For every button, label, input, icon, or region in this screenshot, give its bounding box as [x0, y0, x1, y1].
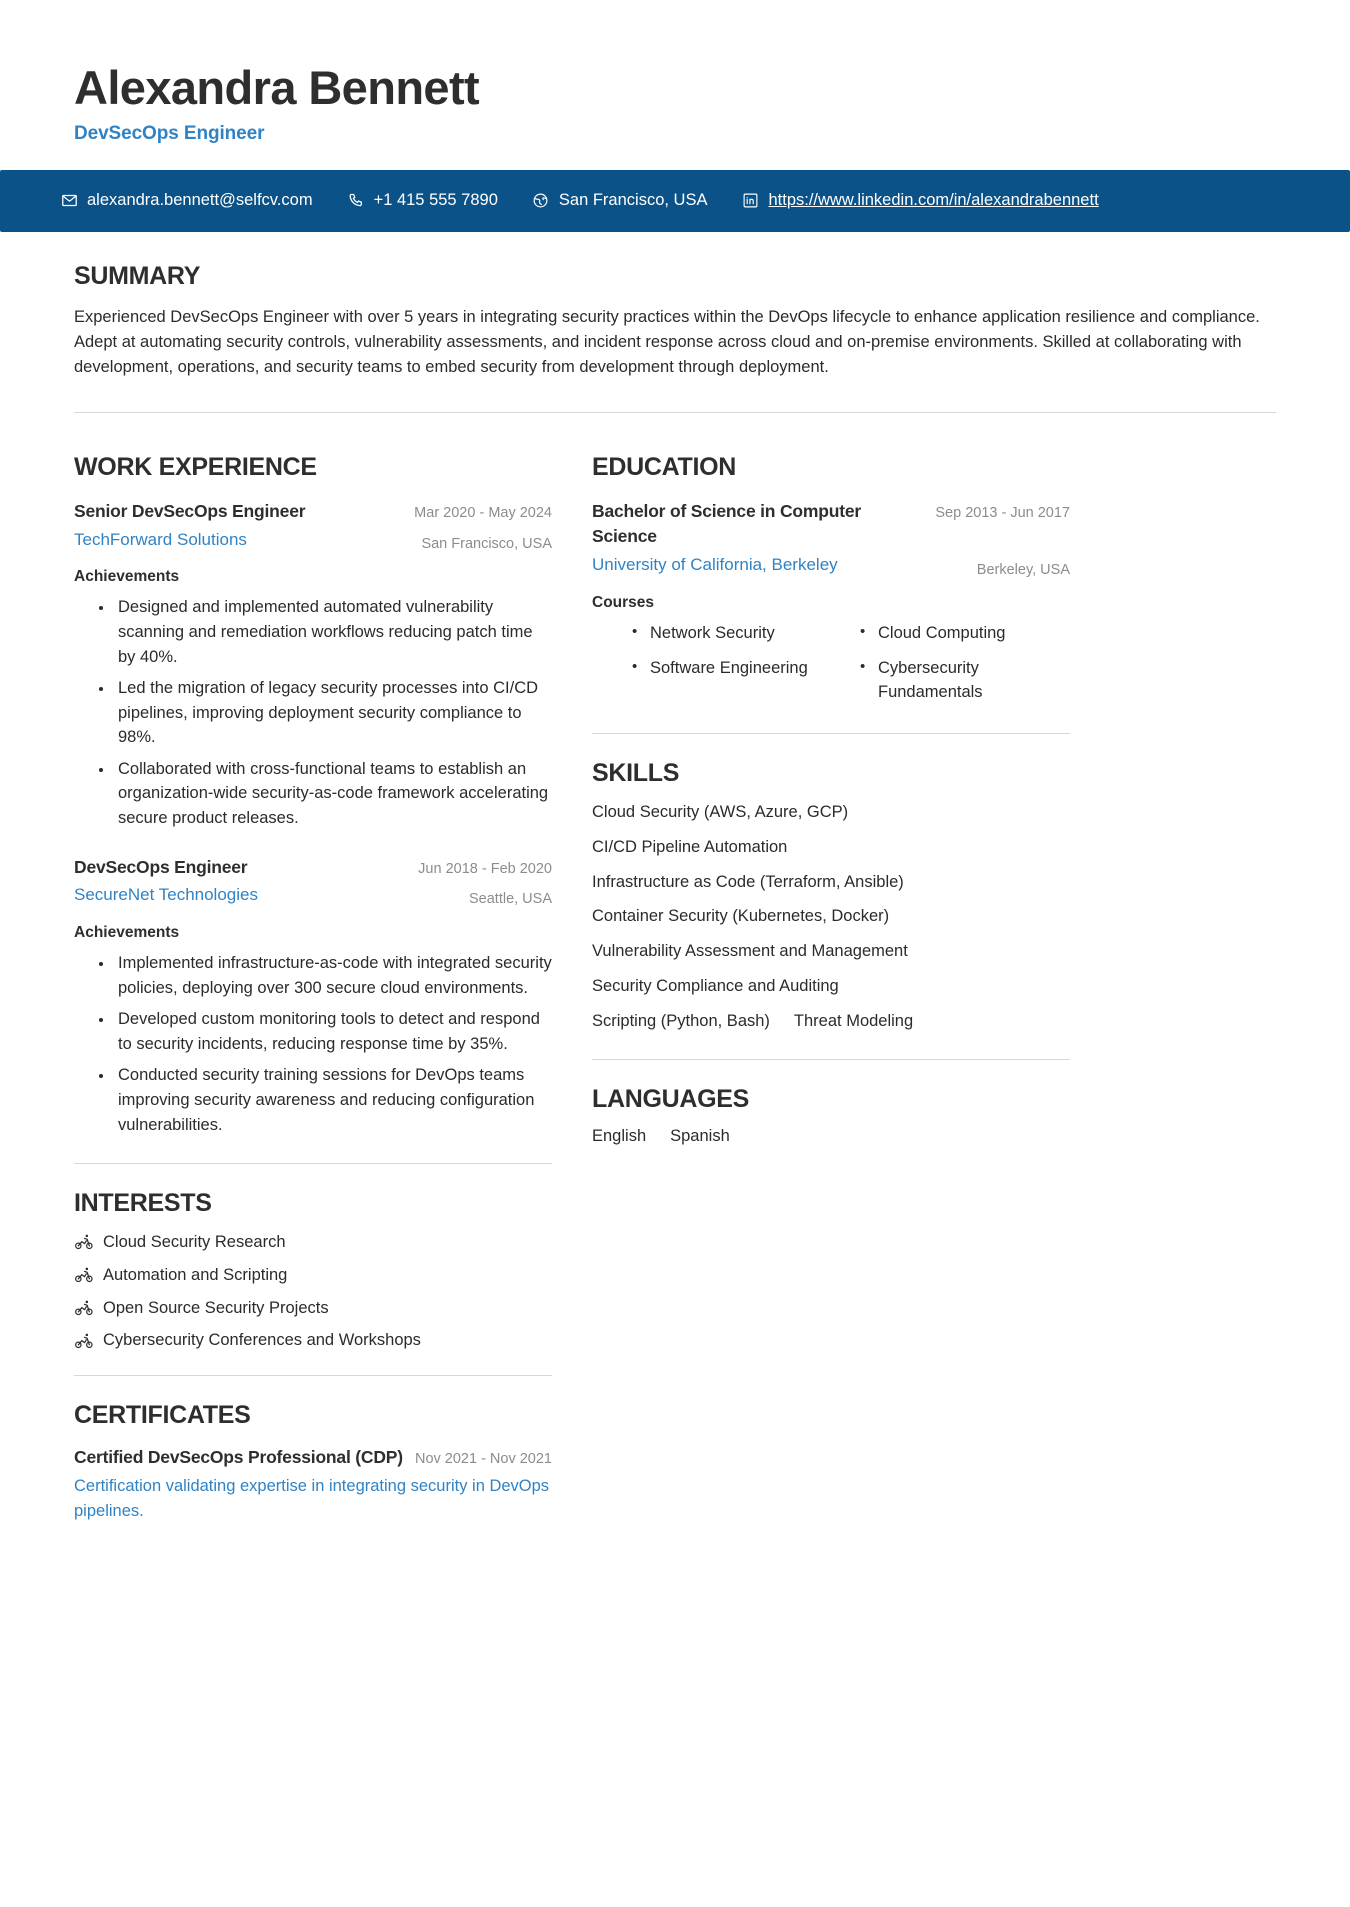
contact-phone[interactable] [347, 191, 498, 210]
skill-item: Security Compliance and Auditing [592, 976, 839, 995]
education-school: University of California, Berkeley [592, 554, 838, 574]
interest-item [74, 1296, 552, 1321]
certificate-description: Certification validating expertise in integrating security in DevOps pipelines. [74, 1476, 550, 1520]
courses-label: Courses [592, 594, 655, 612]
interest-label: Cybersecurity Conferences and Workshops [103, 1331, 421, 1350]
work-entry [74, 855, 552, 1138]
interests-list [74, 1230, 552, 1353]
courses-list [592, 622, 1070, 705]
course-item: • Network Security [632, 622, 842, 646]
achievements-label: Achievements [74, 568, 180, 586]
work-experience-title: WORK EXPERIENCE [74, 452, 317, 481]
candidate-job-title: DevSecOps Engineer [74, 122, 265, 144]
envelope-icon [60, 192, 78, 210]
course-item: • Cloud Computing [860, 622, 1070, 646]
course-item: • Cybersecurity Fundamentals [860, 657, 1070, 705]
skills-list [592, 800, 1070, 1033]
summary-section [0, 232, 1350, 380]
bicycle-icon [74, 1232, 94, 1252]
skill-item: Container Security (Kubernetes, Docker) [592, 907, 890, 926]
bicycle-icon [74, 1298, 94, 1318]
achievements-list [74, 951, 552, 1137]
work-dates: Mar 2020 - May 2024 [414, 504, 552, 521]
education-degree: Bachelor of Science in Computer Science [592, 500, 861, 546]
interest-item [74, 1263, 552, 1288]
skill-item: Scripting (Python, Bash) [592, 1011, 770, 1030]
achievement-item: • Led the migration of legacy security processes into CI/CD pipelines, improving deployment security compliance to 98%. [114, 676, 552, 750]
work-role: Senior DevSecOps Engineer [74, 500, 306, 521]
work-company: SecureNet Technologies [74, 885, 258, 905]
interest-label: Cloud Security Research [103, 1233, 286, 1252]
certificate-dates: Nov 2021 - Nov 2021 [414, 1451, 552, 1468]
skill-item: CI/CD Pipeline Automation [592, 837, 788, 856]
linkedin-icon [741, 192, 759, 210]
candidate-name: Alexandra Bennett [74, 61, 480, 114]
skill-item: Threat Modeling [793, 1011, 914, 1030]
work-entry [74, 499, 552, 831]
languages-list [592, 1127, 1070, 1146]
education-dates: Sep 2013 - Jun 2017 [935, 504, 1070, 521]
bicycle-icon [74, 1265, 94, 1285]
interest-item [74, 1328, 552, 1353]
skills-title: SKILLS [592, 759, 680, 788]
certificates-title: CERTIFICATES [74, 1401, 251, 1430]
education-title: EDUCATION [592, 452, 737, 481]
content-columns [0, 432, 1350, 1524]
work-dates: Jun 2018 - Feb 2020 [418, 860, 552, 877]
contact-email[interactable] [60, 191, 313, 210]
work-location: Seattle, USA [468, 891, 552, 908]
skill-item: Vulnerability Assessment and Management [592, 942, 908, 961]
globe-pin-icon [532, 192, 550, 210]
course-item: • Software Engineering [632, 657, 842, 705]
work-location: San Francisco, USA [421, 535, 552, 552]
resume-header [0, 0, 1350, 145]
languages-section [592, 1060, 1070, 1146]
skill-item: Cloud Security (AWS, Azure, GCP) [592, 803, 849, 822]
achievement-item: • Designed and implemented automated vulnerability scanning and remediation workflows reducing patch time by 40%. [114, 595, 552, 669]
contact-email-text: alexandra.bennett@selfcv.com [87, 191, 313, 210]
interest-item [74, 1230, 552, 1255]
languages-title: LANGUAGES [592, 1085, 750, 1114]
language-item: Spanish [670, 1127, 730, 1146]
right-column [592, 432, 1070, 1524]
education-location: Berkeley, USA [976, 561, 1070, 578]
interest-label: Automation and Scripting [103, 1265, 288, 1284]
certificates-section [74, 1376, 552, 1523]
contact-phone-text: +1 415 555 7890 [373, 191, 498, 210]
interests-title: INTERESTS [74, 1189, 212, 1218]
summary-divider [74, 412, 1276, 413]
skill-item: Infrastructure as Code (Terraform, Ansible) [592, 872, 904, 891]
contact-bar [0, 170, 1350, 232]
achievement-item: • Collaborated with cross-functional teams to establish an organization-wide security-as-code framework accelerating secure product releases. [114, 757, 552, 831]
contact-linkedin[interactable] [741, 191, 1098, 210]
summary-title: SUMMARY [74, 261, 201, 290]
summary-text: Experienced DevSecOps Engineer with over 5 years in integrating security practices within the DevOps lifecycle to enhance application resilience and compliance. Adept at automating security controls, vulnerability assessments, and incident response across cloud and on-premise environments. Skilled at collaborating with development, operations, and security teams to embed security from development through deployment. [74, 307, 1260, 376]
achievement-item: • Implemented infrastructure-as-code with integrated security policies, deploying over 300 secure cloud environments. [114, 951, 552, 1000]
contact-location [532, 191, 708, 210]
achievement-item: • Developed custom monitoring tools to detect and respond to security incidents, reducing response time by 35%. [114, 1007, 552, 1056]
left-column [74, 432, 552, 1524]
achievement-item: • Conducted security training sessions for DevOps teams improving security awareness and reducing configuration vulnerabilities. [114, 1063, 552, 1137]
phone-icon [347, 192, 365, 210]
bicycle-icon [74, 1331, 94, 1351]
education-section [592, 432, 1070, 705]
certificate-entry [74, 1445, 552, 1523]
language-item: English [592, 1127, 647, 1146]
interests-section [74, 1164, 552, 1353]
contact-linkedin-link[interactable]: https://www.linkedin.com/in/alexandrabennett [768, 191, 1099, 210]
work-role: DevSecOps Engineer [74, 856, 248, 877]
education-entry [592, 499, 1070, 705]
skills-section [592, 734, 1070, 1033]
achievements-label: Achievements [74, 924, 180, 942]
achievements-list [74, 595, 552, 830]
contact-location-text: San Francisco, USA [558, 191, 708, 210]
work-experience-section [74, 432, 552, 1137]
certificate-name: Certified DevSecOps Professional (CDP) [74, 1447, 403, 1468]
interest-label: Open Source Security Projects [103, 1298, 329, 1317]
work-company: TechForward Solutions [74, 529, 247, 549]
